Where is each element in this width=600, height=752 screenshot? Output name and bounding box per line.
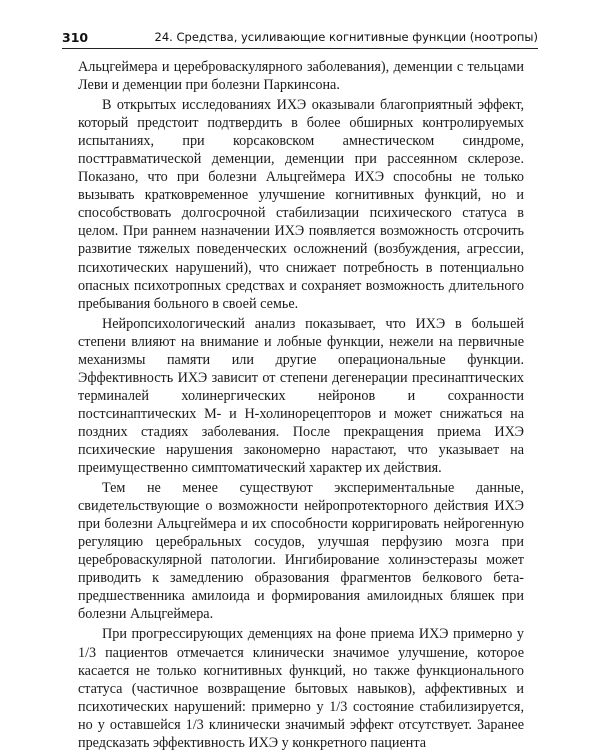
paragraph: При прогрессирующих деменциях на фоне приема ИХЭ примерно у 1/3 пациентов отмечается клинически значимое улучшение, которое касается не только когнитивных функций, но также функционального статуса (частичное возвращение бытовых навыков), аффективных и психотических нарушений: примерно у 1/3 состояние стабилизируется, но у оставшейся 1/3 клинически значимый эффект отсутствует. Заранее предсказать эффективность ИХЭ у конкретного пациента	[78, 626, 524, 751]
paragraph: Тем не менее существуют экспериментальные данные, свидетельствующие о возможности нейропротекторного действия ИХЭ при болезни Альцгеймера и их способности корригировать нейрогенную регуляцию церебральных сосудов, улучшая перфузию мозга при цереброваскулярной патологии. Ингибирование холинэстеразы может приводить к замедлению образования фрагментов белкового бета-предшественника амилоида и формирования амилоидных бляшек при болезни Альцгеймера.	[78, 480, 524, 623]
paragraph-continued: Альцгеймера и цереброваскулярного заболевания), деменции с тельцами Леви и деменции при болезни Паркинсона.	[78, 59, 524, 94]
paragraph: В открытых исследованиях ИХЭ оказывали благоприятный эффект, который предстоит подтвердить в более обширных контролируемых испытаниях, при корсаковском амнестическом синдроме, посттравматической деменции, деменции при рассеянном склерозе. Показано, что при болезни Альцгеймера ИХЭ способны не только вызывать кратковременное улучшение когнитивных функций, но и способствовать долгосрочной стабилизации психического статуса в целом. При раннем назначении ИХЭ появляется возможность отсрочить развитие тяжелых поведенческих осложнений (возбуждения, агрессии, психотических нарушений), что снижает потребность в потенциально опасных психотропных средствах и сохраняет возможность длительного пребывания больного в своей семье.	[78, 97, 524, 312]
page-header	[62, 28, 538, 48]
page-number: 310	[62, 30, 89, 45]
body-text	[78, 58, 524, 752]
paragraph: Нейропсихологический анализ показывает, что ИХЭ в большей степени влияют на внимание и лобные функции, нежели на первичные механизмы памяти или другие операциональные функции. Эффективность ИХЭ зависит от степени дегенерации пресинаптических терминалей холинергических нейронов и сохранности постсинаптических М- и Н-холинорецепторов и может снижаться на поздних стадиях заболевания. После прекращения приема ИХЭ психические нарушения закономерно нарастают, что указывает на преимущественно симптоматический характер их действия.	[78, 315, 524, 477]
header-rule	[62, 48, 538, 49]
running-title: 24. Средства, усиливающие когнитивные функции (ноотропы)	[154, 30, 538, 44]
